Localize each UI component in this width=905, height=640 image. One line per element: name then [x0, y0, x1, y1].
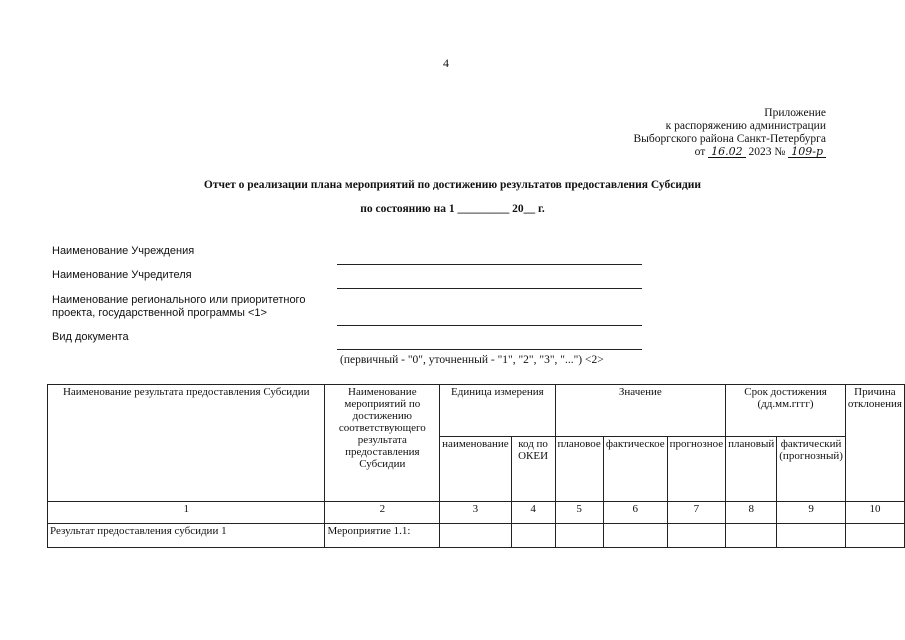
header-result: Наименование результата предоставления Субсидии	[48, 385, 325, 502]
field-label-project	[52, 294, 305, 320]
field-label-doc-type: Вид документа	[52, 331, 129, 343]
table-column-number-row	[48, 502, 905, 524]
empty-cell	[603, 524, 667, 548]
appendix-line1: Приложение	[764, 107, 826, 119]
column-number: 3	[440, 502, 511, 524]
field-line-founder	[337, 288, 642, 289]
empty-cell	[726, 524, 777, 548]
field-line-institution	[337, 264, 642, 265]
field-label-institution: Наименование Учреждения	[52, 245, 195, 257]
header-term-plan: плановый	[726, 437, 777, 502]
empty-cell	[667, 524, 726, 548]
date-prefix: от	[694, 146, 706, 158]
column-number: 4	[511, 502, 555, 524]
header-reason: Причина отклонения	[845, 385, 904, 502]
field-line-project	[337, 325, 642, 326]
header-value-fact: фактическое	[603, 437, 667, 502]
report-title: Отчет о реализации плана мероприятий по достижению результатов предоставления Субсидии	[203, 179, 702, 191]
column-number: 9	[777, 502, 846, 524]
header-value-plan: плановое	[555, 437, 603, 502]
table-row	[48, 524, 905, 548]
page-number: 4	[443, 56, 449, 70]
row-event-cell: Мероприятие 1.1:	[325, 524, 440, 548]
doc-type-note: (первичный - "0", уточненный - "1", "2", "3", "...") <2>	[340, 354, 604, 366]
empty-cell	[845, 524, 904, 548]
column-number: 7	[667, 502, 726, 524]
field-label-project-line2: проекта, государственной программы <1>	[52, 307, 267, 319]
column-number: 2	[325, 502, 440, 524]
year-text: 2023 №	[748, 146, 786, 158]
header-term: Срок достижения (дд.мм.гггг)	[726, 385, 846, 437]
handwritten-date: 16.02	[708, 146, 746, 158]
header-value-forecast: прогнозное	[667, 437, 726, 502]
header-events: Наименование мероприятий по достижению соответствующего результата предоставления Субсидии	[325, 385, 440, 502]
column-number: 6	[603, 502, 667, 524]
field-line-doc-type	[337, 349, 642, 350]
header-unit-name: наименование	[440, 437, 511, 502]
appendix-line3: Выборгского района Санкт-Петербурга	[633, 133, 826, 145]
report-table	[47, 384, 905, 548]
column-number: 8	[726, 502, 777, 524]
header-term-fact: фактический (прогнозный)	[777, 437, 846, 502]
handwritten-number: 109-р	[788, 146, 826, 158]
header-unit-code: код по ОКЕИ	[511, 437, 555, 502]
empty-cell	[555, 524, 603, 548]
table-header-row-1	[48, 385, 905, 437]
field-label-founder: Наименование Учредителя	[52, 269, 192, 281]
column-number: 1	[48, 502, 325, 524]
row-result-cell: Результат предоставления субсидии 1	[48, 524, 325, 548]
report-subtitle: по состоянию на 1 _________ 20__ г.	[360, 203, 545, 215]
empty-cell	[511, 524, 555, 548]
column-number: 10	[845, 502, 904, 524]
field-label-project-line1: Наименование регионального или приоритетного	[52, 294, 306, 306]
appendix-date-line	[633, 146, 826, 159]
empty-cell	[440, 524, 511, 548]
empty-cell	[777, 524, 846, 548]
header-value: Значение	[555, 385, 726, 437]
appendix-block	[633, 107, 826, 159]
header-unit: Единица измерения	[440, 385, 555, 437]
appendix-line2: к распоряжению администрации	[665, 120, 826, 132]
column-number: 5	[555, 502, 603, 524]
